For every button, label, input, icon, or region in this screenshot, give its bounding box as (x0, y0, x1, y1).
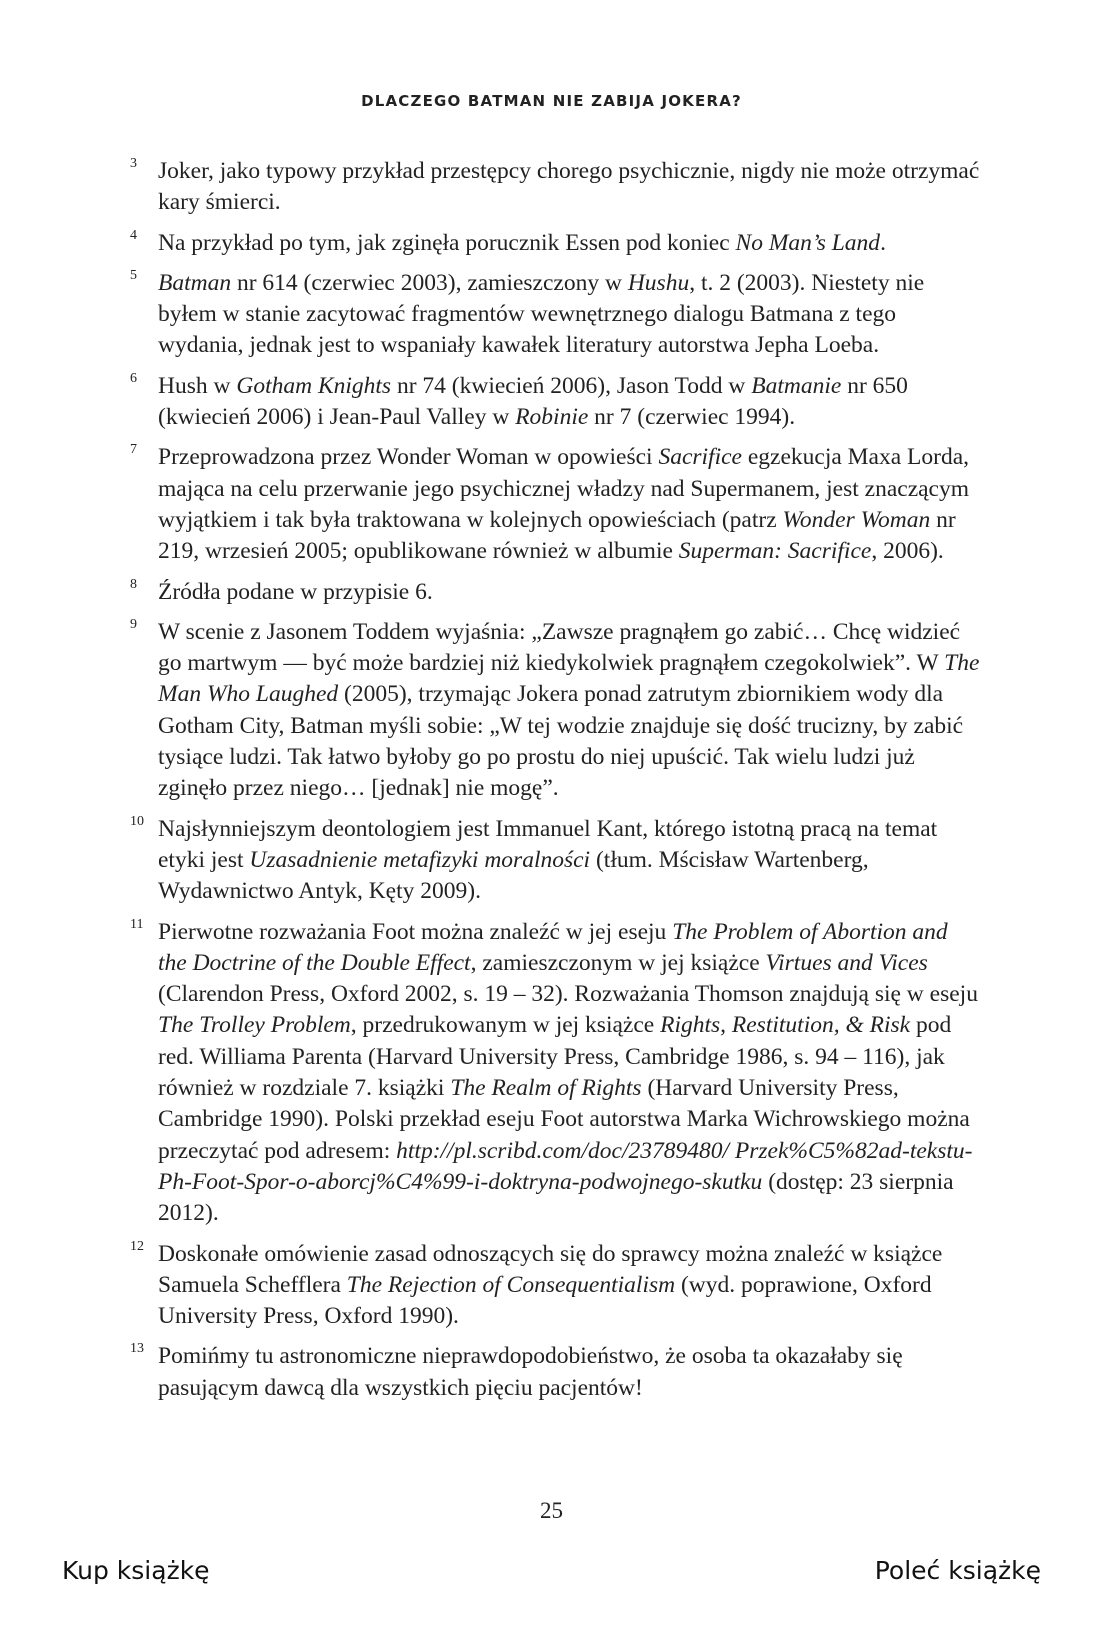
footnote-text-run: nr 7 (czerwiec 1994). (588, 404, 796, 431)
footnote-italic-title: Gotham Knights (236, 372, 392, 399)
footnote-number: 4 (130, 227, 137, 243)
footnote-text-run: , t. 2 (2003). Niestety nie byłem w stanie zacytować fragmentów wewnętrznego dialogu Batmana z tego wydania, jednak jest to wspaniały kawałek literatury autorstwa Jepha Loeba. (158, 269, 925, 359)
footnote-italic-title: The Rejection of Consequentialism (346, 1271, 676, 1298)
footnote-text-run: , przedrukowanym w jej książce (350, 1012, 661, 1039)
footnote-text (158, 228, 980, 259)
footnote-italic-title: http://pl.scribd.com/doc/23789480/ Przek%C5%82ad-tekstu-Ph-Foot-Spor-o-aborcj%C4%99-i-doktryna-podwojnego-skutku (158, 1137, 973, 1195)
footnote-number: 11 (130, 916, 144, 932)
footnote-text-run: Przeprowadzona przez Wonder Woman w opowieści (158, 444, 659, 471)
footnote (130, 156, 980, 219)
footnote-italic-title: Batmanie (751, 372, 842, 399)
footnote-number: 12 (130, 1238, 144, 1254)
footnote-number: 5 (130, 267, 137, 283)
footnote (130, 268, 980, 362)
footnote-text-run: Doskonałe omówienie zasad odnoszących się do sprawcy można znaleźć w książce Samuela Schefflera (158, 1240, 943, 1298)
footnote-text-run: Na przykład po tym, jak zginęła porucznik Essen pod koniec (158, 229, 736, 256)
footnote-italic-title: Wonder Woman (782, 506, 931, 533)
footnote-italic-title: The Problem of Abortion and the Doctrine of the Double Effect (158, 918, 948, 976)
running-head: DLACZEGO BATMAN NIE ZABIJA JOKERA? (361, 92, 742, 110)
footnote-text (158, 617, 980, 805)
footnote (130, 917, 980, 1230)
footnote-number: 13 (130, 1341, 144, 1357)
footnote-text-run: (Harvard University Press, Cambridge 1990). Polski przekład eseju Foot autorstwa Marka Wichrowskiego można przeczytać pod adresem: (158, 1075, 970, 1164)
footnote (130, 442, 980, 567)
footnote-text (158, 577, 980, 608)
footnote-text-run: Joker, jako typowy przykład przestępcy chorego psychicznie, nigdy nie może otrzymać kary śmierci. (158, 158, 980, 216)
footnote-italic-title: Hushu (627, 269, 690, 296)
footnote (130, 814, 980, 908)
footnote-number: 10 (130, 813, 144, 829)
footnote-text-run: Najsłynniejszym deontologiem jest Immanuel Kant, którego istotną pracą na temat etyki jest (158, 815, 938, 873)
footnote (130, 228, 980, 259)
footnotes-list (130, 156, 980, 1413)
footnote-text-run: Źródła podane w przypisie 6. (158, 578, 433, 605)
footnote-text-run: (2005), trzymając Jokera ponad zatrutym zbiornikiem wody dla Gotham City, Batman myśli sobie: „W tej wodzie znajduje się dość trucizny, by zabić tysiące ludzi. Tak łatwo byłoby go po prostu do niej upuścić. Tak wielu ludzi już zginęło przez niego… [jednak] nie mogę”. (158, 681, 964, 802)
footnote (130, 577, 980, 608)
footnote-number: 6 (130, 370, 137, 386)
recommend-book-link[interactable]: Poleć książkę (874, 1556, 1041, 1585)
footnote-text-run: nr 614 (czerwiec 2003), zamieszczony w (231, 269, 628, 296)
footnote-text (158, 1239, 980, 1333)
footnote (130, 1239, 980, 1333)
footnote-number: 8 (130, 576, 137, 592)
footnote-italic-title: The Realm of Rights (450, 1075, 642, 1102)
page-number: 25 (540, 1498, 563, 1523)
footnote (130, 1341, 980, 1404)
footnote-italic-title: The Trolley Problem (158, 1012, 351, 1039)
footnote-text (158, 814, 980, 908)
footnote-italic-title: No Man’s Land (735, 229, 881, 256)
footnote-text-run: W scenie z Jasonem Toddem wyjaśnia: „Zawsze pragnąłem go zabić… Chcę widzieć go martwym — być może bardziej niż kiedykolwiek pragnąłem czegokolwiek”. W (158, 618, 961, 677)
buy-book-link[interactable]: Kup książkę (62, 1556, 210, 1585)
footnote-italic-title: Robinie (515, 404, 589, 431)
footnote-text-run: (wyd. poprawione, Oxford University Press, Oxford 1990). (158, 1271, 932, 1330)
footnote-text-run: nr 74 (kwiecień 2006), Jason Todd w (391, 372, 752, 399)
footnote-italic-title: Superman: Sacrifice (678, 538, 872, 565)
footnote-italic-title: Uzasadnienie metafizyki moralności (249, 846, 591, 873)
footnote-italic-title: Sacrifice (658, 444, 742, 471)
footnote-text-run: nr 219, wrzesień 2005; opublikowane również w albumie (158, 506, 956, 565)
footnote-italic-title: Batman (158, 269, 232, 296)
footnote-text-run: , 2006). (871, 538, 944, 565)
footnote-text-run: Pierwotne rozważania Foot można znaleźć w jej eseju (158, 918, 673, 945)
footnote (130, 617, 980, 805)
footnote-italic-title: Rights, Restitution, & Risk (660, 1012, 911, 1039)
footnote-text (158, 268, 980, 362)
footnote-text (158, 156, 980, 219)
footnote-text-run: nr 650 (kwiecień 2006) i Jean-Paul Valley w (158, 372, 908, 431)
footnote-text (158, 371, 980, 434)
footnote-text-run: (Clarendon Press, Oxford 2002, s. 19 – 32). Rozważania Thomson znajdują się w eseju (158, 981, 978, 1008)
footnote-italic-title: Virtues and Vices (765, 949, 928, 976)
footnote-text-run: (tłum. Mścisław Wartenberg, Wydawnictwo Antyk, Kęty 2009). (158, 846, 869, 905)
footnote-text-run: . (880, 229, 886, 256)
footnote-number: 7 (130, 442, 137, 458)
footnote-number: 3 (130, 156, 137, 171)
footnote-text-run: Pomińmy tu astronomiczne nieprawdopodobieństwo, że osoba ta okazałaby się pasującym dawcą dla wszystkich pięciu pacjentów! (158, 1343, 903, 1401)
footnote (130, 371, 980, 434)
footnote-text (158, 917, 980, 1230)
footnote-text-run: egzekucja Maxa Lorda, mająca na celu przerwanie jego psychicznej władzy nad Supermanem, jest znaczącym wyjątkiem i tak była traktowana w kolejnych opowieściach (patrz (158, 444, 970, 533)
footnote-text-run: (dostęp: 23 sierpnia 2012). (158, 1168, 954, 1227)
footnote-text (158, 442, 980, 567)
footnote-italic-title: The Man Who Laughed (158, 650, 980, 708)
footnote-text-run: Hush w (158, 372, 237, 399)
footnote-text-run: , zamieszczonym w jej książce (470, 949, 766, 976)
footnote-text-run: pod red. Williama Parenta (Harvard University Press, Cambridge 1986, s. 94 – 116), jak również w rozdziale 7. książki (158, 1012, 952, 1102)
footnote-number: 9 (130, 616, 137, 632)
footnote-text (158, 1341, 980, 1404)
